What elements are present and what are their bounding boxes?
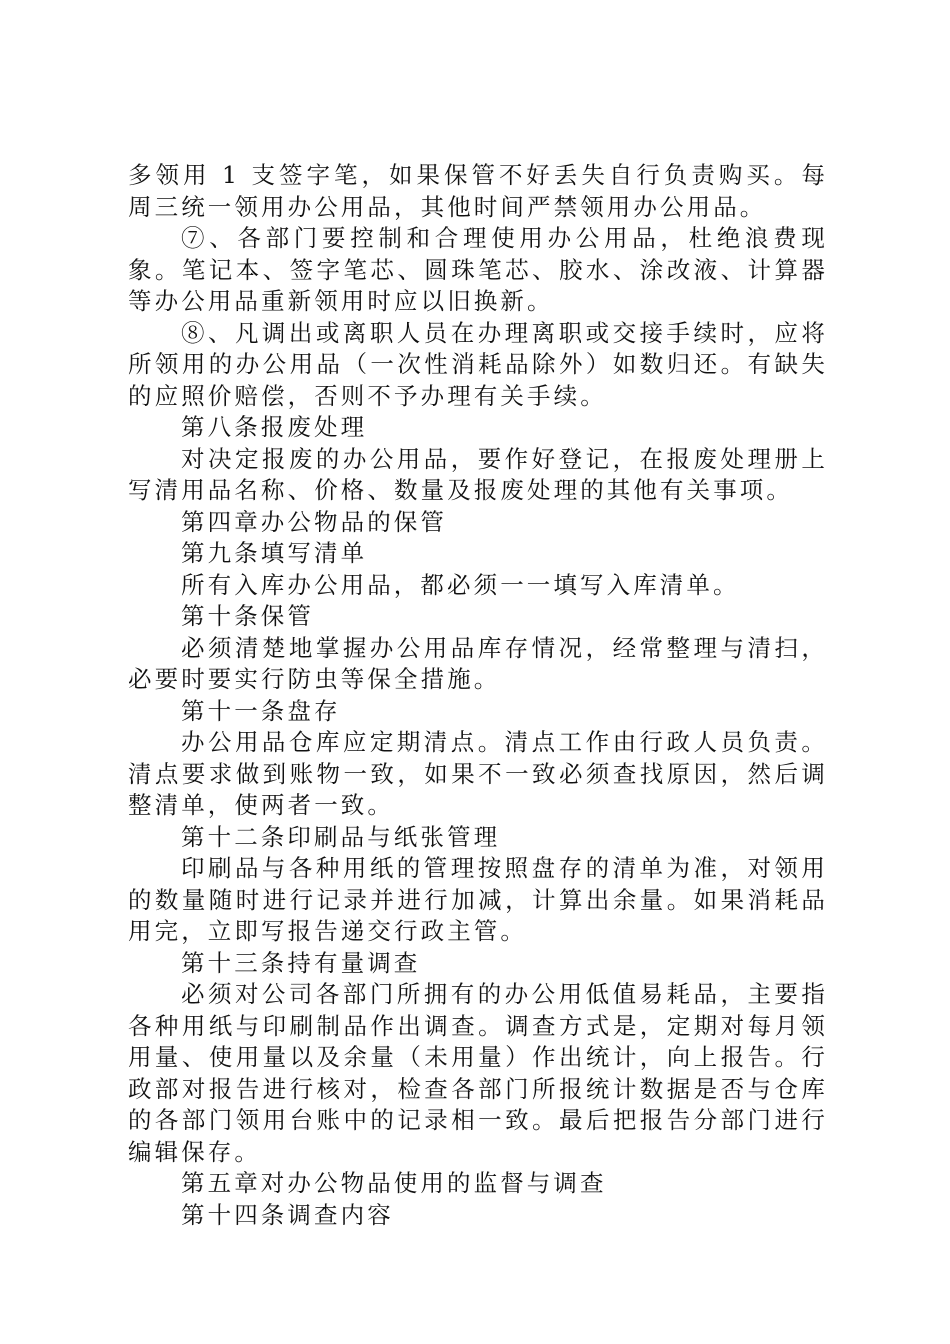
paragraph-continued: 多领用 1 支签字笔，如果保管不好丢失自行负责购买。每周三统一领用办公用品，其他时间严禁领用办公用品。 [128,161,828,221]
section-heading-article-9: 第九条填写清单 [181,539,368,567]
section-heading-article-12: 第十二条印刷品与纸张管理 [181,822,501,851]
paragraph-article-10: 必须清楚地掌握办公用品库存情况，经常整理与清扫，必要时要实行防虫等保全措施。 [128,633,828,693]
section-heading-article-8: 第八条报废处理 [181,413,368,441]
paragraph-item-8: ⑧、凡调出或离职人员在办理离职或交接手续时，应将所领用的办公用品（一次性消耗品除外）如数归还。有缺失的应照价赔偿，否则不予办理有关手续。 [128,318,828,410]
paragraph-article-12: 印刷品与各种用纸的管理按照盘存的清单为准，对领用的数量随时进行记录并进行加减，计算出余量。如果消耗品用完，立即写报告递交行政主管。 [128,854,828,945]
section-heading-article-11: 第十一条盘存 [181,696,341,725]
section-heading-article-10: 第十条保管 [181,602,314,630]
paragraph-article-9: 所有入库办公用品，都必须一一填写入库清单。 [181,570,740,599]
section-heading-article-13: 第十三条持有量调查 [181,948,421,977]
paragraph-item-7: ⑦、各部门要控制和合理使用办公用品，杜绝浪费现象。笔记本、签字笔芯、圆珠笔芯、胶水、涂改液、计算器等办公用品重新领用时应以旧换新。 [128,224,828,315]
section-heading-article-14: 第十四条调查内容 [181,1200,394,1229]
paragraph-article-13: 必须对公司各部门所拥有的办公用低值易耗品，主要指各种用纸与印刷制品作出调查。调查方式是，定期对每月领用量、使用量以及余量（未用量）作出统计，向上报告。行政部对报告进行核对，检查各部门所报统计数据是否与仓库的各部门领用台账中的记录相一致。最后把报告分部门进行编辑保存。 [128,980,828,1166]
chapter-heading-4: 第四章办公物品的保管 [181,507,447,536]
chapter-heading-5: 第五章对办公物品使用的监督与调查 [181,1169,607,1197]
document-body [128,160,828,1231]
paragraph-article-11: 办公用品仓库应定期清点。清点工作由行政人员负责。清点要求做到账物一致，如果不一致必须查找原因，然后调整清单，使两者一致。 [128,728,828,819]
paragraph-article-8: 对决定报废的办公用品，要作好登记，在报废处理册上写清用品名称、价格、数量及报废处理的其他有关事项。 [128,444,828,504]
